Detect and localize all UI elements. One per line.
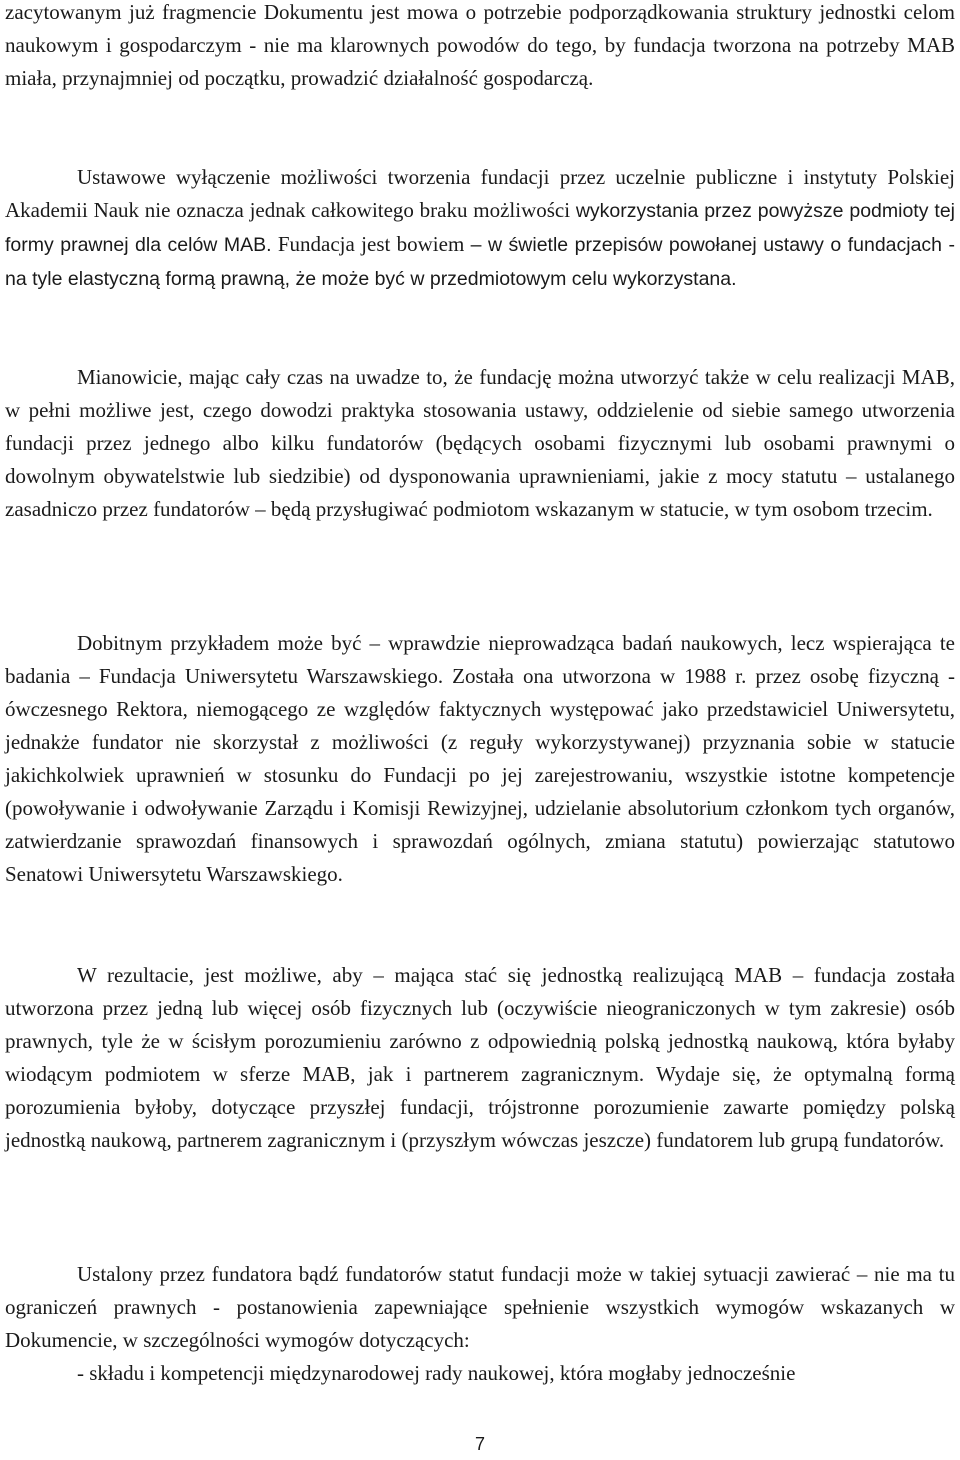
paragraph-2 — [5, 161, 955, 296]
document-page — [5, 0, 955, 1460]
page-number: 7 — [474, 1434, 485, 1454]
paragraph-1 — [5, 0, 955, 95]
paragraph-2-text-c: Fundacja jest bowiem — [271, 232, 471, 256]
paragraph-3 — [5, 361, 955, 526]
paragraph-5 — [5, 959, 955, 1157]
paragraph-2-text-b: wykorzystania przez powyższe podmioty tej formy prawnej dla celów MAB. — [5, 200, 955, 256]
paragraph-5-text: W rezultacie, jest możliwe, aby – mająca stać się jednostką realizującą MAB – fundacja została utworzona przez jedną lub więcej osób fizycznych lub (oczywiście nieograniczonych w tym zakresie) osób prawnych, tyle że w ścisłym porozumieniu zarówno z odpowiednią polską jednostką naukową, która byłaby wiodącym podmiotem w sferze MAB, jak i partnerem zagranicznym. Wydaje się, że optymalną formą porozumienia byłoby, dotyczące przyszłej fundacji, trójstronne porozumienie zawarte pomiędzy polską jednostką naukową, partnerem zagranicznym i (przyszłym wówczas jeszcze) fundatorem lub grupą fundatorów. — [5, 963, 955, 1152]
paragraph-4-text: Dobitnym przykładem może być – wprawdzie nieprowadząca badań naukowych, lecz wspierająca te badania – Fundacja Uniwersytetu Warszawskiego. Została ona utworzona w 1988 r. przez osobę fizyczną - ówczesnego Rektora, niemogącego ze względów faktycznych występować jako przedstawiciel Uniwersytetu, jednakże fundator nie skorzystał z możliwości (z reguły wykorzystywanej) przyznania sobie w statucie jakichkolwiek uprawnień w stosunku do Fundacji po jej zarejestrowaniu, wszystkie istotne kompetencje (powoływanie i odwoływanie Zarządu i Komisji Rewizyjnej, udzielanie absolutorium członkom tych organów, zatwierdzanie sprawozdań finansowych i sprawozdań ogólnych, zmiana statutu) powierzając statutowo Senatowi Uniwersytetu Warszawskiego. — [5, 631, 955, 886]
paragraph-2-text-d: – w świetle przepisów powołanej ustawy o fundacjach - na tyle elastyczną formą prawną, że może być w przedmiotowym celu wykorzystana. — [5, 234, 956, 290]
paragraph-6 — [5, 1258, 955, 1357]
list-item-text: - składu i kompetencji międzynarodowej rady naukowej, która mogłaby jednocześnie — [77, 1361, 796, 1385]
paragraph-4 — [5, 627, 955, 891]
paragraph-1-text: zacytowanym już fragmencie Dokumentu jest mowa o potrzebie podporządkowania struktury jednostki celom naukowym i gospodarczym - nie ma klarownych powodów do tego, by fundacja tworzona na potrzeby MAB miała, przynajmniej od początku, prowadzić działalność gospodarczą. — [5, 0, 955, 90]
paragraph-6-text: Ustalony przez fundatora bądź fundatorów statut fundacji może w takiej sytuacji zawierać – nie ma tu ograniczeń prawnych - postanowienia zapewniające spełnienie wszystkich wymogów wskazanych w Dokumencie, w szczególności wymogów dotyczących: — [5, 1262, 955, 1352]
paragraph-2-text-a: Ustawowe wyłączenie możliwości tworzenia fundacji przez uczelnie publiczne i instytuty Polskiej Akademii Nauk nie oznacza jednak całkowitego braku możliwości — [5, 165, 955, 222]
paragraph-7 — [5, 1357, 955, 1390]
paragraph-3-text: Mianowicie, mając cały czas na uwadze to, że fundację można utworzyć także w celu realizacji MAB, w pełni możliwe jest, czego dowodzi praktyka stosowania ustawy, oddzielenie od siebie samego utworzenia fundacji przez jednego albo kilku fundatorów (będących osobami fizycznymi lub osobami prawnymi o dowolnym obywatelstwie lub siedzibie) od dysponowania uprawnieniami, jakie z mocy statutu – ustalanego zasadniczo przez fundatorów – będą przysługiwać podmiotom wskazanym w statucie, w tym osobom trzecim. — [5, 365, 955, 521]
